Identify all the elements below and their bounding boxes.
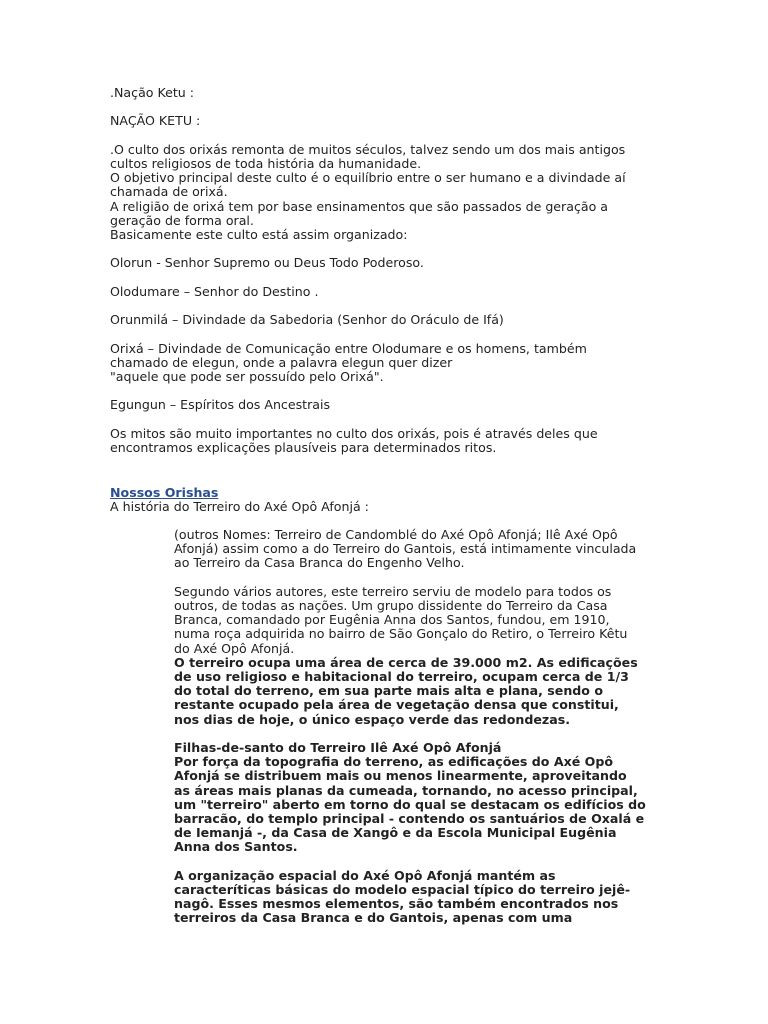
text-line: A história do Terreiro do Axé Opô Afonjá : xyxy=(110,499,369,515)
text-line: O objetivo principal deste culto é o equilíbrio entre o ser humano e a divindade aí xyxy=(110,170,626,186)
bold-line: restante ocupado pela área de vegetação densa que constitui, xyxy=(174,697,619,713)
text-line: chamado de elegun, onde a palavra elegun quer dizer xyxy=(110,354,453,370)
bold-line: O terreiro ocupa uma área de cerca de 39.000 m2. As edificações xyxy=(174,654,638,670)
bold-line: barracão, do templo principal - contendo os santuários de Oxalá e xyxy=(174,811,645,827)
text-line: (outros Nomes: Terreiro de Candomblé do Axé Opô Afonjá; Ilê Axé Opô xyxy=(174,527,618,542)
text-line: .O culto dos orixás remonta de muitos séculos, talvez sendo um dos mais antigos xyxy=(110,141,626,157)
text-line: numa roça adquirida no bairro de São Gonçalo do Retiro, o Terreiro Kêtu xyxy=(174,626,628,642)
text-line: Orixá – Divindade de Comunicação entre Olodumare e os homens, também xyxy=(110,340,587,356)
text-line: do Axé Opô Afonjá. xyxy=(174,640,295,656)
orishas-section xyxy=(110,486,670,514)
text-line: Afonjá) assim como a do Terreiro do Gantois, está intimamente vinculada xyxy=(174,541,637,557)
text-line: "aquele que pode ser possuído pelo Orixá". xyxy=(110,368,384,384)
bold-line: de uso religioso e habitacional do terreiro, ocupam cerca de 1/3 xyxy=(174,669,629,685)
indented-text-block xyxy=(174,528,664,926)
text-line: ao Terreiro da Casa Branca do Engenho Velho. xyxy=(174,555,465,571)
bold-line: de Iemanjá -, da Casa de Xangô e da Escola Municipal Eugênia xyxy=(174,825,617,841)
text-line: Egungun – Espíritos dos Ancestrais xyxy=(110,397,331,413)
main-text-block xyxy=(110,86,670,455)
text-line: geração de forma oral. xyxy=(110,212,254,228)
text-line: Branca, comandado por Eugênia Anna dos Santos, fundou, em 1910, xyxy=(174,612,610,628)
heading-line: NAÇÃO KETU : xyxy=(110,113,201,129)
text-line: chamada de orixá. xyxy=(110,184,228,200)
bold-line: Afonjá se distribuem mais ou menos linearmente, aproveitando xyxy=(174,768,627,784)
heading-line: .Nação Ketu : xyxy=(110,85,195,100)
text-line: Olodumare – Senhor do Destino . xyxy=(110,283,319,299)
text-line: Os mitos são muito importantes no culto dos orixás, pois é através deles que xyxy=(110,425,598,441)
bold-line: nos dias de hoje, o único espaço verde das redondezas. xyxy=(174,711,570,727)
text-line: Orunmilá – Divindade da Sabedoria (Senhor do Oráculo de Ifá) xyxy=(110,312,504,328)
bold-line: as áreas mais planas da cumeada, tornando, no acesso principal, xyxy=(174,782,638,798)
text-line: Olorun - Senhor Supremo ou Deus Todo Poderoso. xyxy=(110,255,424,271)
text-line: A religião de orixá tem por base ensinamentos que são passados de geração a xyxy=(110,198,609,214)
bold-line: A organização espacial do Axé Opô Afonjá mantém as xyxy=(174,867,556,883)
text-line: Basicamente este culto está assim organizado: xyxy=(110,227,408,242)
bold-line: um "terreiro" aberto em torno do qual se destacam os edifícios do xyxy=(174,796,646,812)
bold-line: caracteríticas básicas do modelo espacial típico do terreiro jejê- xyxy=(174,882,631,898)
text-line: encontramos explicações plausíveis para determinados ritos. xyxy=(110,439,497,455)
text-line: Segundo vários autores, este terreiro serviu de modelo para todos os xyxy=(174,583,612,599)
bold-line: do total do terreno, em sua parte mais alta e plana, sendo o xyxy=(174,683,603,699)
bold-line: nagô. Esses mesmos elementos, são também encontrados nos xyxy=(174,896,619,912)
bold-line: Anna dos Santos. xyxy=(174,839,298,855)
nossos-orishas-link[interactable]: Nossos Orishas xyxy=(110,485,219,500)
text-line: outros, de todas as nações. Um grupo dissidente do Terreiro da Casa xyxy=(174,598,608,613)
text-line: cultos religiosos de toda história da humanidade. xyxy=(110,155,422,171)
bold-line: Por força da topografia do terreno, as edificações do Axé Opô xyxy=(174,754,614,770)
bold-line: Filhas-de-santo do Terreiro Ilê Axé Opô Afonjá xyxy=(174,740,502,756)
bold-line: terreiros da Casa Branca e do Gantois, apenas com uma xyxy=(174,910,573,926)
